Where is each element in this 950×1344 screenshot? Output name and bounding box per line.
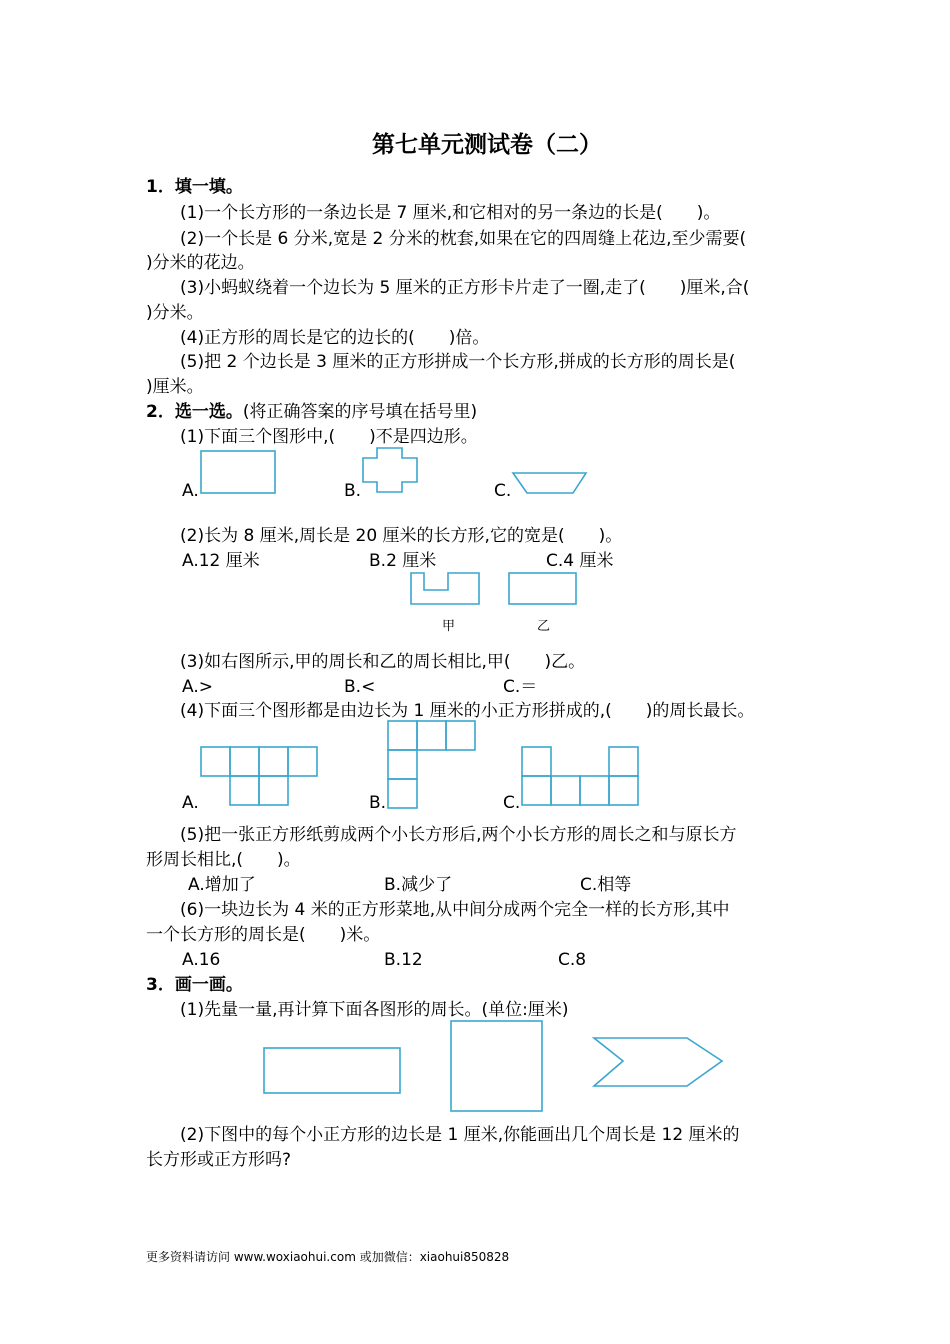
figure-grid-c	[519, 744, 645, 810]
q2-3-option-c: C.＝	[503, 677, 538, 697]
q1-3-line2: )分米。	[146, 303, 204, 323]
q1-2-line1: (2)一个长是 6 分米,宽是 2 分米的枕套,如果在它的四周缝上花边,至少需要(	[180, 229, 747, 249]
page-title: 第七单元测试卷（二）	[372, 131, 602, 158]
q2-4-option-a: A.	[182, 793, 199, 813]
q2-2-option-a: A.12 厘米	[182, 551, 260, 571]
q1-2-line2: )分米的花边。	[146, 253, 255, 273]
figure-jia-label: 甲	[442, 619, 456, 634]
q2-4-text: (4)下面三个图形都是由边长为 1 厘米的小正方形拼成的,( )的周长最长。	[180, 701, 755, 721]
figure-jia-shape	[408, 570, 484, 608]
q2-1-text: (1)下面三个图形中,( )不是四边形。	[180, 427, 478, 447]
q1-1: (1)一个长方形的一条边长是 7 厘米,和它相对的另一条边的长是( )。	[180, 203, 721, 223]
q2-2-option-c: C.4 厘米	[546, 551, 614, 571]
q2-5-option-a: A.增加了	[188, 875, 256, 895]
figure-trapezoid	[510, 470, 590, 498]
footer-note: 更多资料请访问 www.woxiaohui.com 或加微信：xiaohui850828	[146, 1250, 510, 1264]
q2-1-option-c: C.	[494, 481, 512, 501]
q2-4-option-c: C.	[503, 793, 521, 813]
q2-3-option-b: B.<	[344, 677, 376, 697]
q2-6-option-c: C.8	[558, 950, 587, 970]
q1-4: (4)正方形的周长是它的边长的( )倍。	[180, 328, 490, 348]
q2-6-text-line1: (6)一块边长为 4 米的正方形菜地,从中间分成两个完全一样的长方形,其中	[180, 900, 730, 920]
figure-grid-b	[385, 718, 477, 810]
section-1-heading: 1．填一填。	[146, 177, 243, 197]
figure-yi-label: 乙	[537, 619, 551, 634]
figure-measure-arrow	[590, 1035, 730, 1093]
q2-2-option-b: B.2 厘米	[369, 551, 437, 571]
q2-5-option-c: C.相等	[580, 875, 632, 895]
section-3-heading: 3．画一画。	[146, 975, 243, 995]
section-2-heading: 2．选一选。	[146, 402, 243, 422]
section-2-heading-line	[146, 401, 477, 423]
q2-1-option-b: B.	[344, 481, 362, 501]
section-2-note: (将正确答案的序号填在括号里)	[242, 402, 478, 422]
q3-1-text: (1)先量一量,再计算下面各图形的周长。(单位:厘米)	[180, 1000, 569, 1020]
q2-1-option-a: A.	[182, 481, 199, 501]
figure-yi-rectangle	[506, 570, 582, 608]
q2-4-option-b: B.	[369, 793, 387, 813]
q2-3-text: (3)如右图所示,甲的周长和乙的周长相比,甲( )乙。	[180, 652, 586, 672]
q2-6-option-a: A.16	[182, 950, 221, 970]
q1-5-line1: (5)把 2 个边长是 3 厘米的正方形拼成一个长方形,拼成的长方形的周长是(	[180, 352, 736, 372]
q2-5-text-line2: 形周长相比,( )。	[146, 850, 301, 870]
q1-3-line1: (3)小蚂蚁绕着一个边长为 5 厘米的正方形卡片走了一圈,走了( )厘米,合(	[180, 278, 750, 298]
q2-6-text-line2: 一个长方形的周长是( )米。	[146, 925, 381, 945]
q2-6-option-b: B.12	[384, 950, 423, 970]
q2-5-text-line1: (5)把一张正方形纸剪成两个小长方形后,两个小长方形的周长之和与原长方	[180, 825, 737, 845]
q3-2-text-line1: (2)下图中的每个小正方形的边长是 1 厘米,你能画出几个周长是 12 厘米的	[180, 1125, 740, 1145]
figure-measure-rectangle	[261, 1045, 405, 1097]
figure-grid-a	[198, 744, 324, 810]
q2-3-option-a: A.>	[182, 677, 213, 697]
q3-2-text-line2: 长方形或正方形吗?	[146, 1150, 292, 1170]
figure-cross-shape	[360, 446, 422, 496]
figure-measure-square	[448, 1018, 548, 1116]
q1-5-line2: )厘米。	[146, 377, 204, 397]
q2-5-option-b: B.减少了	[384, 875, 453, 895]
q2-2-text: (2)长为 8 厘米,周长是 20 厘米的长方形,它的宽是( )。	[180, 526, 623, 546]
figure-rectangle	[198, 448, 280, 496]
